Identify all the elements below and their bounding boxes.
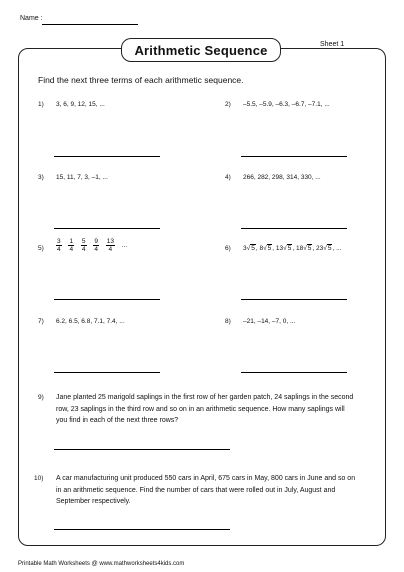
problem-number: 1) (38, 101, 44, 108)
answer-line[interactable] (54, 228, 160, 229)
title-box (121, 38, 281, 62)
sequence-tail: ... (336, 245, 342, 252)
answer-line[interactable] (54, 449, 230, 450)
instructions: Find the next three terms of each arithmetic sequence. (38, 75, 244, 85)
surd-sequence: 3√5, 8√5, 13√5, 18√5, 23√5, ... (243, 245, 342, 252)
problem-number: 10) (34, 475, 44, 482)
surd: 18√5 (295, 245, 312, 252)
name-answer-line[interactable] (42, 24, 138, 25)
problem-sequence: 3, 6, 9, 12, 15, ... (56, 101, 105, 108)
surd: 23√5 (316, 245, 332, 252)
surd: 3√5 (243, 245, 255, 252)
footer-credit: Printable Math Worksheets @ www.mathworksheets4kids.com (18, 561, 185, 567)
problem-sequence: 15, 11, 7, 3, –1, ... (56, 174, 108, 181)
problem-number: 5) (38, 245, 44, 252)
answer-line[interactable] (54, 156, 160, 157)
problem-number: 3) (38, 174, 44, 181)
problem-number: 6) (225, 245, 231, 252)
answer-line[interactable] (54, 529, 230, 530)
worksheet-frame (18, 48, 386, 546)
surd: 8√5 (259, 245, 272, 252)
problem-number: 9) (38, 394, 44, 401)
page-title: Arithmetic Sequence (134, 42, 268, 58)
problem-number: 7) (38, 318, 44, 325)
problem-sequence: 6.2, 6.5, 6.8, 7.1, 7.4, ... (56, 318, 125, 325)
fraction-sequence (56, 238, 127, 253)
problem-number: 8) (225, 318, 231, 325)
problem-sequence: 266, 282, 298, 314, 330, ... (243, 174, 321, 181)
answer-line[interactable] (54, 372, 160, 373)
fraction: $\frac{1}{4}$ (69, 238, 74, 253)
answer-line[interactable] (241, 372, 347, 373)
answer-line[interactable] (241, 156, 347, 157)
fraction: $\frac{5}{4}$ (81, 238, 86, 253)
problem-number: 4) (225, 174, 231, 181)
fraction: $\frac{9}{4}$ (94, 238, 98, 253)
fraction: $\frac{3}{4}$ (57, 238, 61, 253)
name-label: Name : (20, 15, 43, 22)
problem-sequence: –5.5, –5.9, –6.3, –6.7, –7.1, ... (243, 101, 330, 108)
problem-number: 2) (225, 101, 231, 108)
sheet-label: Sheet 1 (320, 41, 345, 48)
fraction: $\frac{13}{4}$ (106, 238, 114, 253)
answer-line[interactable] (241, 228, 347, 229)
word-problem-text: A car manufacturing unit produced 550 cars in April, 675 cars in May, 800 cars in June and so on in an arithmetic sequence. Find the number of cars that were rolled out in July, August and September respectively. (56, 475, 356, 505)
answer-line[interactable] (54, 299, 160, 300)
problem-sequence: –21, –14, –7, 0, ... (243, 318, 296, 325)
word-problem-text: Jane planted 25 marigold saplings in the first row of her garden patch, 24 saplings in the second row, 23 saplings in the third row and so on in an arithmetic sequence. How many saplings will you find in each of the next three rows? (56, 394, 354, 424)
surd: 13√5 (275, 245, 292, 252)
answer-line[interactable] (241, 299, 347, 300)
sequence-tail: ... (121, 242, 128, 250)
